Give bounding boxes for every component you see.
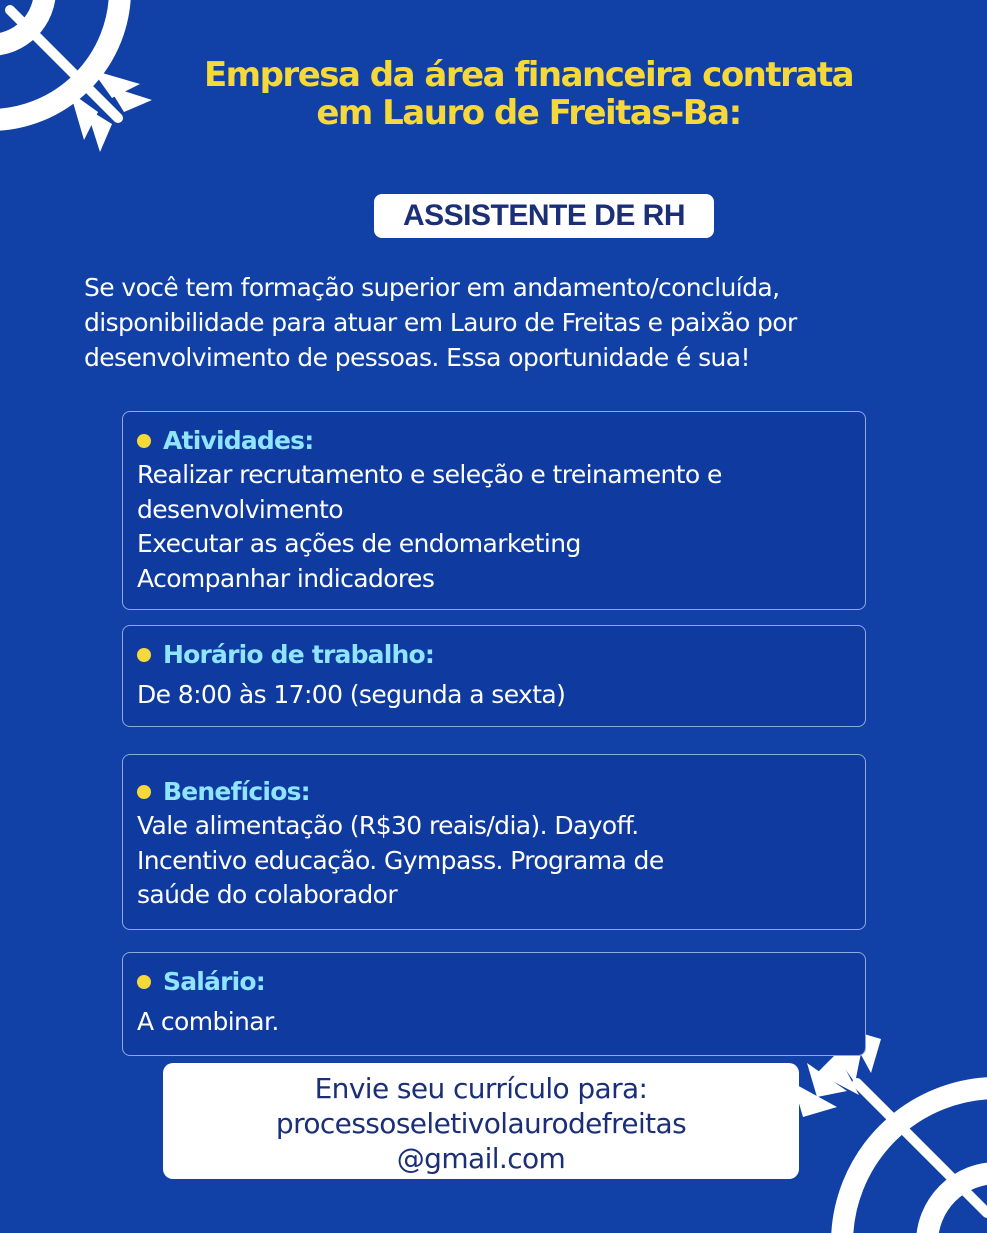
intro-text (84, 270, 964, 375)
bullet-icon (137, 975, 151, 989)
salary-card (122, 952, 866, 1056)
salary-text: A combinar. (137, 1007, 279, 1036)
benefits-heading (137, 775, 851, 809)
benefit-line: Incentivo educação. Gympass. Programa de (137, 845, 664, 875)
apply-email-domain[interactable]: @gmail.com (396, 1142, 566, 1175)
bullet-icon (137, 785, 151, 799)
headline (0, 56, 987, 132)
intro-line-3: desenvolvimento de pessoas. Essa oportunidade é sua! (84, 343, 750, 372)
bullet-icon (137, 648, 151, 662)
salary-title: Salário: (163, 967, 265, 996)
headline-line-1: Empresa da área financeira contrata (203, 55, 854, 95)
activity-line: Realizar recrutamento e seleção e treinamento e (137, 460, 722, 489)
intro-line-1: Se você tem formação superior em andamento/concluída, (84, 273, 780, 302)
schedule-title: Horário de trabalho: (163, 640, 435, 669)
schedule-text: De 8:00 às 17:00 (segunda a sexta) (137, 680, 566, 709)
headline-line-2: em Lauro de Freitas-Ba: (316, 93, 741, 133)
schedule-card (122, 625, 866, 727)
activities-heading (137, 424, 851, 458)
schedule-heading (137, 638, 851, 672)
intro-line-2: disponibilidade para atuar em Lauro de Freitas e paixão por (84, 308, 797, 337)
target-arrow-icon (797, 1033, 987, 1233)
benefit-line: saúde do colaborador (137, 880, 398, 909)
salary-heading (137, 965, 851, 999)
activities-title: Atividades: (163, 426, 314, 455)
activity-line: Executar as ações de endomarketing (137, 529, 581, 558)
apply-email-user[interactable]: processoseletivolaurodefreitas (275, 1107, 687, 1140)
activity-line: Acompanhar indicadores (137, 563, 435, 593)
apply-box (163, 1063, 799, 1179)
bullet-icon (137, 434, 151, 448)
activities-card (122, 411, 866, 610)
apply-instruction: Envie seu currículo para: (314, 1072, 648, 1105)
benefit-line: Vale alimentação (R$30 reais/dia). Dayoff. (137, 811, 639, 840)
benefits-title: Benefícios: (163, 777, 310, 806)
job-title-badge: ASSISTENTE DE RH (374, 194, 714, 238)
activity-line: desenvolvimento (137, 494, 343, 524)
benefits-card (122, 754, 866, 930)
